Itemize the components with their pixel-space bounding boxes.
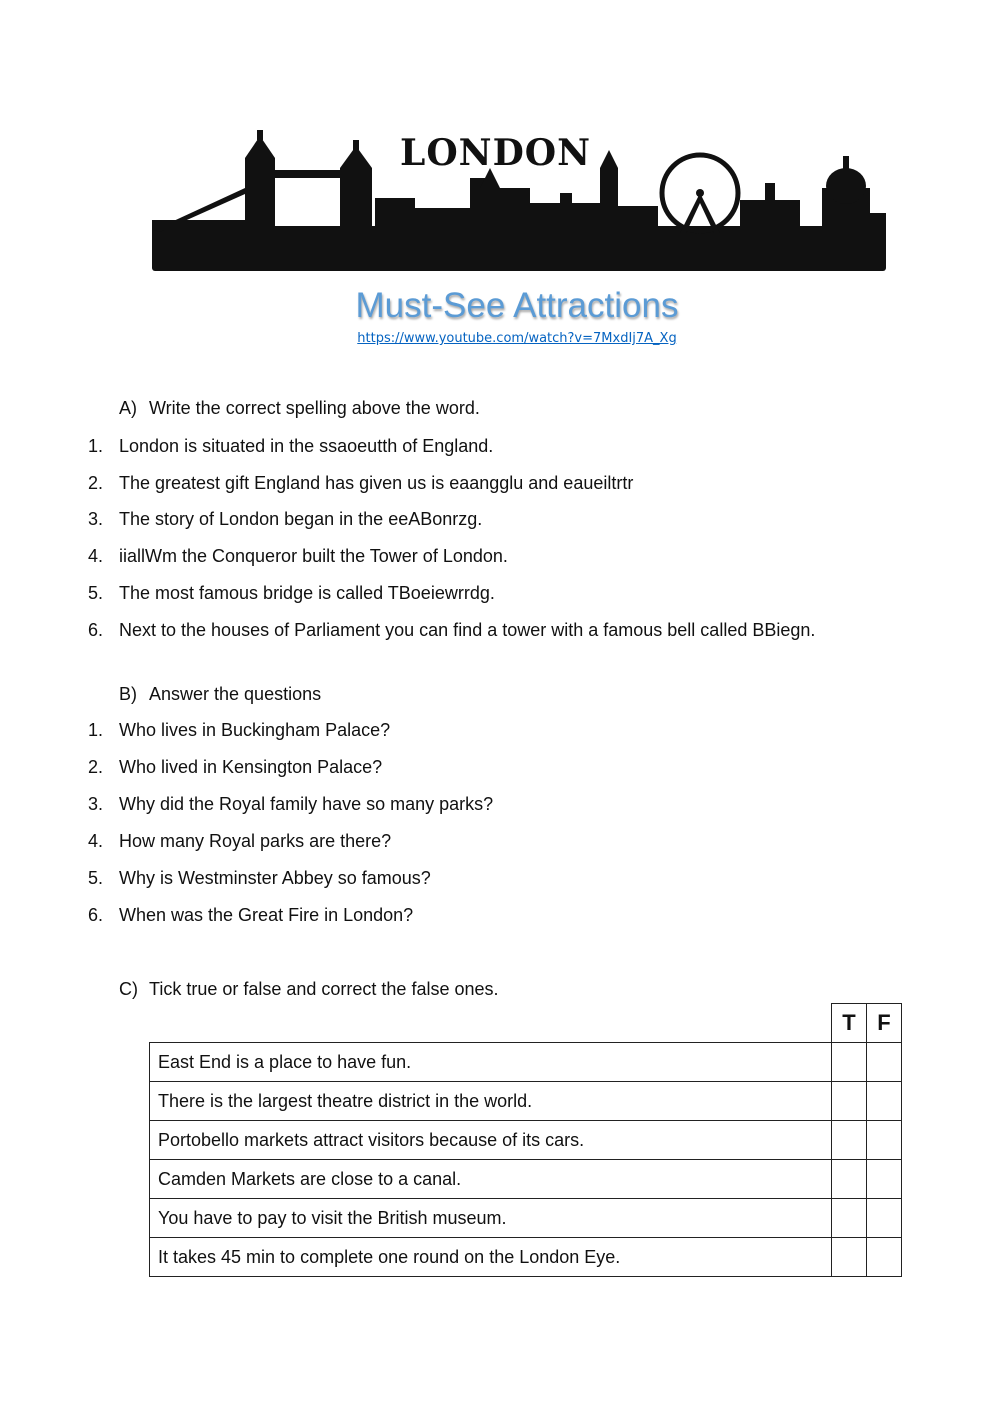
section-c-letter: C) (119, 979, 138, 999)
table-row (150, 1160, 902, 1199)
true-tick-box[interactable] (832, 1238, 867, 1277)
table-row (150, 1199, 902, 1238)
statement-cell: There is the largest theatre district in the world. (150, 1082, 832, 1121)
list-item: 3. Why did the Royal family have so many parks? (88, 794, 494, 814)
list-item: 6. Next to the houses of Parliament you can find a tower with a famous bell called BBiegn. (88, 620, 816, 640)
false-tick-box[interactable] (867, 1238, 902, 1277)
video-link[interactable]: https://www.youtube.com/watch?v=7MxdIj7A_Xg (357, 331, 677, 346)
true-tick-box[interactable] (832, 1043, 867, 1082)
table-row (150, 1043, 902, 1082)
list-item: 3. The story of London began in the eeABonrzg. (88, 509, 483, 529)
banner-title: LONDON (400, 132, 592, 174)
true-tick-box[interactable] (832, 1121, 867, 1160)
section-b-label (119, 684, 321, 705)
false-tick-box[interactable] (867, 1199, 902, 1238)
false-tick-box[interactable] (867, 1121, 902, 1160)
true-false-table (149, 1003, 902, 1277)
list-item: 1. Who lives in Buckingham Palace? (88, 720, 391, 740)
list-item: 4. iiallWm the Conqueror built the Tower of London. (88, 546, 508, 566)
list-item: 6. When was the Great Fire in London? (88, 905, 414, 925)
list-item: 4. How many Royal parks are there? (88, 831, 392, 851)
list-item: 2. Who lived in Kensington Palace? (88, 757, 383, 777)
true-tick-box[interactable] (832, 1160, 867, 1199)
statement-cell: East End is a place to have fun. (150, 1043, 832, 1082)
true-tick-box[interactable] (832, 1199, 867, 1238)
table-row (150, 1082, 902, 1121)
london-skyline-banner (150, 128, 890, 278)
section-b-letter: B) (119, 684, 137, 704)
section-a-letter: A) (119, 398, 137, 418)
false-tick-box[interactable] (867, 1082, 902, 1121)
section-a-label (119, 398, 480, 419)
header-blank-cell (150, 1004, 832, 1043)
list-item: 5. Why is Westminster Abbey so famous? (88, 868, 431, 888)
false-tick-box[interactable] (867, 1160, 902, 1199)
section-b-instruction: Answer the questions (149, 684, 322, 704)
section-c-instruction: Tick true or false and correct the false ones. (149, 979, 499, 999)
table-header-row (150, 1004, 902, 1043)
page-title: Must-See Attractions (355, 286, 679, 325)
list-item: 1. London is situated in the ssaoeutth of England. (88, 436, 494, 456)
false-column-header: F (867, 1004, 902, 1043)
table-row (150, 1121, 902, 1160)
list-item: 2. The greatest gift England has given us is eaangglu and eaueiltrtr (88, 473, 634, 493)
statement-cell: Portobello markets attract visitors because of its cars. (150, 1121, 832, 1160)
section-c-label (119, 979, 499, 1000)
list-item: 5. The most famous bridge is called TBoeiewrrdg. (88, 583, 495, 603)
statement-cell: Camden Markets are close to a canal. (150, 1160, 832, 1199)
true-column-header: T (832, 1004, 867, 1043)
table-row (150, 1238, 902, 1277)
false-tick-box[interactable] (867, 1043, 902, 1082)
section-a-instruction: Write the correct spelling above the word. (149, 398, 480, 418)
statement-cell: You have to pay to visit the British museum. (150, 1199, 832, 1238)
true-tick-box[interactable] (832, 1082, 867, 1121)
statement-cell: It takes 45 min to complete one round on the London Eye. (150, 1238, 832, 1277)
